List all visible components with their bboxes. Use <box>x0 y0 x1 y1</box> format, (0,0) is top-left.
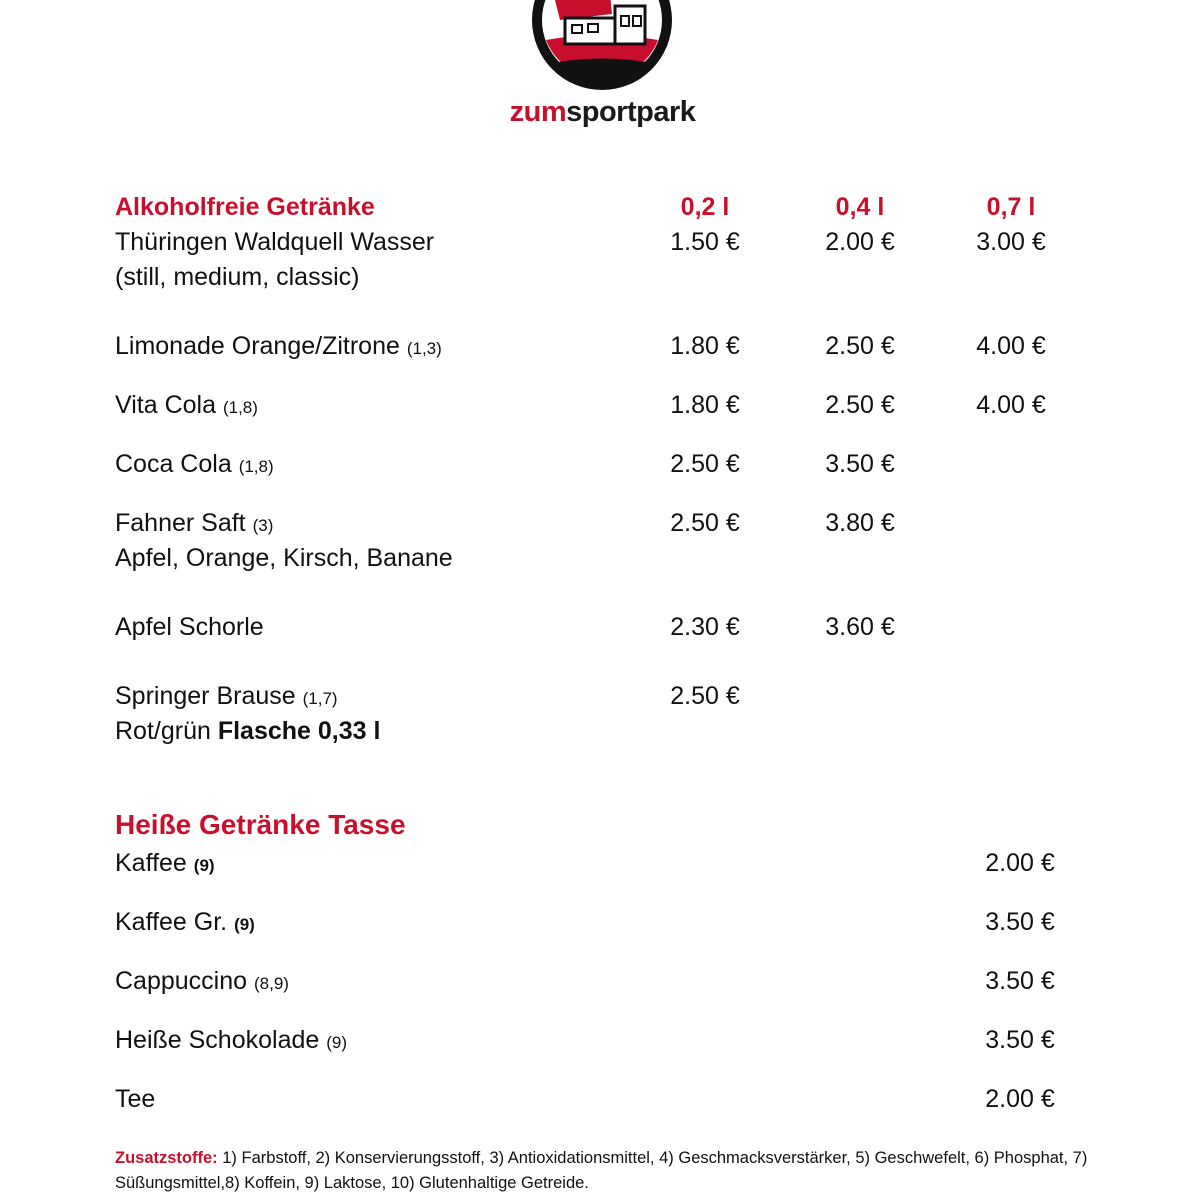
menu-item-price-medium: 2.50 € <box>825 332 895 360</box>
menu-item-price-small: 2.50 € <box>670 450 740 478</box>
menu-item-detail-plain: Rot/grün <box>115 717 218 745</box>
size-header-large: 0,7 l <box>986 193 1036 221</box>
menu-item-price-medium: 3.60 € <box>825 613 895 641</box>
size-header-small: 0,2 l <box>680 193 730 221</box>
menu-item <box>115 508 273 541</box>
menu-item-price-medium: 2.50 € <box>825 391 895 419</box>
menu-item-price: 2.00 € <box>985 849 1055 877</box>
additive-note: (8,9) <box>253 974 289 993</box>
menu-item <box>115 848 215 881</box>
menu-item-name: Cappuccino <box>115 967 248 995</box>
menu-item <box>115 966 289 999</box>
menu-item <box>115 907 255 940</box>
menu-item-name: Thüringen Waldquell Wasser <box>115 228 435 256</box>
menu-item <box>115 681 338 714</box>
additive-note: (1,7) <box>302 689 338 708</box>
menu-item-detail: (still, medium, classic) <box>115 263 360 291</box>
menu-item-price-small: 1.80 € <box>670 332 740 360</box>
section-heading-hot-drinks: Heiße Getränke Tasse <box>115 809 406 840</box>
menu-item-name: Springer Brause <box>115 682 296 710</box>
menu-item-name: Kaffee <box>115 849 187 877</box>
menu-item-price-small: 2.50 € <box>670 509 740 537</box>
size-header-medium: 0,4 l <box>835 193 885 221</box>
menu-item <box>115 449 274 482</box>
menu-item-price-medium: 2.00 € <box>825 228 895 256</box>
logo-wordmark <box>500 96 705 129</box>
menu-item-price-medium: 3.50 € <box>825 450 895 478</box>
additives-footnote <box>115 1146 1095 1196</box>
menu-item-price: 3.50 € <box>985 1026 1055 1054</box>
menu-item-price: 3.50 € <box>985 908 1055 936</box>
menu-item-detail-bold: Flasche 0,33 l <box>217 717 381 745</box>
menu-item-detail <box>115 716 380 746</box>
menu-item <box>115 390 258 423</box>
additive-note: (1,8) <box>222 398 258 417</box>
menu-item-price-small: 2.30 € <box>670 613 740 641</box>
additive-note: (3) <box>252 516 274 535</box>
menu-item-price-medium: 3.80 € <box>825 509 895 537</box>
logo-wordmark-prefix: zum <box>509 96 567 128</box>
logo-wordmark-suffix: sportpark <box>566 96 696 128</box>
menu-item-name: Fahner Saft <box>115 509 246 537</box>
menu-item-name: Kaffee Gr. <box>115 908 228 936</box>
menu-item-price-small: 2.50 € <box>670 682 740 710</box>
menu-item-name: Vita Cola <box>115 391 216 419</box>
menu-item-name: Coca Cola <box>115 450 232 478</box>
menu-item-price: 2.00 € <box>985 1085 1055 1113</box>
menu-item-price-large: 4.00 € <box>976 391 1046 419</box>
additives-text: 1) Farbstoff, 2) Konservierungsstoff, 3) Antioxidationsmittel, 4) Geschmacksverstärker, 5) Geschwefelt, 6) Phosphat, 7) Süßungsmittel,8) Koffein, 9) Laktose, 10) Glutenhaltige Getreide. <box>115 1149 1088 1192</box>
menu-item-price-small: 1.50 € <box>670 228 740 256</box>
menu-item-price: 3.50 € <box>985 967 1055 995</box>
additive-note: (9) <box>234 915 255 934</box>
additive-note: (1,3) <box>406 339 442 358</box>
menu-item <box>115 1025 347 1058</box>
additives-label: Zusatzstoffe: <box>115 1149 218 1167</box>
menu-item-detail: Apfel, Orange, Kirsch, Banane <box>115 544 453 572</box>
menu-item-name: Limonade Orange/Zitrone <box>115 332 400 360</box>
menu-item-name: Heiße Schokolade <box>115 1026 320 1054</box>
logo <box>500 0 705 145</box>
section-heading-cold-drinks: Alkoholfreie Getränke <box>115 193 375 221</box>
menu-item-name: Tee <box>115 1085 156 1113</box>
additive-note: (9) <box>326 1033 348 1052</box>
menu-item-price-large: 3.00 € <box>976 228 1046 256</box>
additive-note: (9) <box>193 856 215 875</box>
menu-item <box>115 331 442 364</box>
menu-item-price-large: 4.00 € <box>976 332 1046 360</box>
menu-item-price-small: 1.80 € <box>670 391 740 419</box>
logo-emblem-icon <box>500 0 705 100</box>
additive-note: (1,8) <box>238 457 274 476</box>
menu-item-name: Apfel Schorle <box>115 613 264 641</box>
